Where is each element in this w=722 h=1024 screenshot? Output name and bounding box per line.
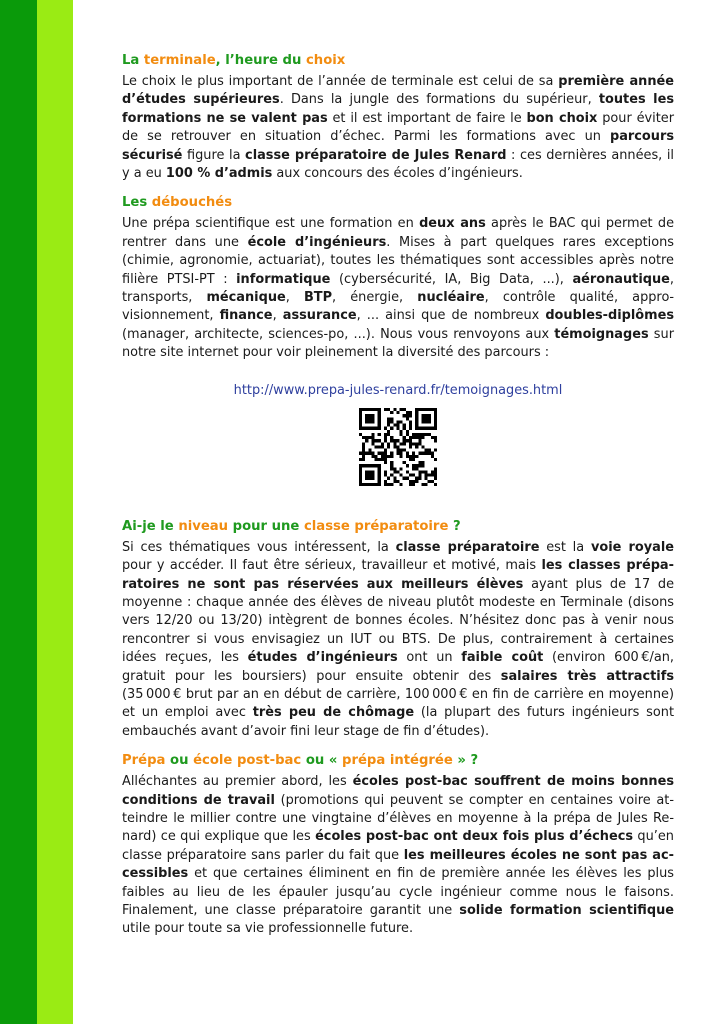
body-text: est la — [539, 539, 591, 555]
body-text: , transports, — [122, 271, 675, 306]
emphasis-text: 100 % d’admis — [165, 166, 273, 182]
body-text: : ces dernières années, il y a eu — [122, 147, 674, 182]
section-body-niveau — [122, 539, 674, 741]
emphasis-text: mécanique — [206, 290, 286, 306]
emphasis-text: doubles-diplômes — [545, 308, 674, 324]
emphasis-text: les classes préparatoires ne sont pas réservées aux meilleurs élèves — [122, 558, 674, 592]
body-text: Une prépa scientifique est une formation en — [122, 216, 420, 232]
body-text: , — [272, 308, 283, 324]
emphasis-text: salaires très attractifs — [500, 668, 674, 684]
body-text: figure la — [182, 147, 246, 163]
body-text: pour y accéder. Il faut être sérieux, travailleur et motivé, mais — [122, 558, 542, 574]
body-text: , ... ainsi que de nombreux — [356, 308, 546, 324]
emphasis-text: faible coût — [461, 650, 544, 666]
emphasis-text: les meilleures écoles ne sont pas accessibles — [122, 847, 674, 882]
emphasis-text: témoignages — [554, 326, 649, 342]
title-text: » ? — [452, 753, 479, 769]
temoignages-link[interactable]: http://www.prepa-jules-renard.fr/temoignages.html — [233, 382, 563, 398]
title-highlight: niveau — [178, 518, 229, 534]
title-highlight: prépa intégrée — [342, 753, 453, 769]
body-text: après le BAC qui permet de rentrer dans une — [122, 216, 674, 250]
emphasis-text: aéronautique — [572, 271, 670, 287]
body-text: , énergie, — [332, 290, 418, 306]
title-highlight: choix — [305, 53, 346, 68]
title-text: ? — [448, 518, 461, 534]
emphasis-text: nucléaire — [417, 290, 485, 306]
emphasis-text: solide formation scientifique — [459, 903, 675, 918]
body-text: Si ces thématiques vous intéressent, la — [122, 539, 396, 555]
body-text: pour éviter de se retrouver en situation d’échec. Parmi les formations avec un — [122, 110, 675, 145]
body-text: , contrôle qualité, approvisionnement, — [122, 290, 674, 324]
emphasis-text: très peu de chômage — [252, 705, 415, 721]
emphasis-text: deux ans — [419, 216, 486, 232]
qr-code-wrapper — [122, 408, 674, 486]
body-text: qu’en classe préparatoire sans parler du fait que — [122, 829, 674, 863]
left-band-light — [37, 0, 73, 1024]
body-text: . Mises à part quelques rares exceptions (chimie, agronomie, actuariat), toutes les thématiques sont accessibles après notre filière PTSI-PT : — [122, 234, 675, 287]
body-text: (promotions qui peuvent se compter en centaines voire atteindre le millier contre une vingtaine d’élèves en moyenne à la prépa de Jules Renard) ce qui explique que les — [122, 792, 674, 845]
emphasis-text: parcours sécurisé — [122, 129, 674, 163]
page-content — [122, 52, 674, 950]
section-title-terminale — [122, 52, 674, 70]
emphasis-text: école d’ingénieurs — [247, 234, 387, 250]
body-text: et il est important de faire le — [327, 110, 527, 126]
section-post-bac — [122, 752, 674, 939]
section-niveau — [122, 518, 674, 741]
title-text: Les — [122, 195, 152, 211]
body-text: (cybersécurité, IA, Big Data, ...), — [330, 271, 573, 287]
body-text: (environ 600 €/an, gratuit pour les boursiers) pour ensuite obtenir des — [122, 650, 675, 684]
emphasis-text: toutes les formations ne se valent pas — [122, 92, 675, 126]
section-title-niveau — [122, 518, 674, 536]
title-text: pour une — [228, 518, 304, 534]
qr-code-icon — [359, 408, 437, 486]
section-title-post-bac — [122, 752, 674, 770]
section-debouches — [122, 194, 674, 362]
emphasis-text: BTP — [303, 290, 333, 306]
left-band-dark — [0, 0, 37, 1024]
section-body-terminale — [122, 73, 674, 183]
title-text: ou « — [301, 753, 343, 769]
emphasis-text: assurance — [282, 308, 357, 324]
title-text: La — [122, 53, 144, 68]
section-body-debouches — [122, 215, 674, 362]
emphasis-text: classe préparatoire — [395, 539, 540, 555]
title-highlight: débouchés — [151, 195, 233, 211]
emphasis-text: écoles post-bac ont deux fois plus d’échecs — [315, 829, 634, 845]
emphasis-text: bon choix — [526, 110, 598, 126]
body-text: Le choix le plus important de l’année de terminale est celui de sa — [122, 74, 559, 89]
emphasis-text: voie royale — [590, 539, 674, 555]
section-title-debouches — [122, 194, 674, 212]
emphasis-text: études d’ingénieurs — [247, 650, 398, 666]
body-text: ayant plus de 17 de moyenne : chaque année des élèves de niveau plutôt modeste en Terminale (disons vers 12/20 ou 13/20) intègrent de bonnes écoles. N’hésitez donc pas à venir nous rencontrer si vous envisagiez un IUT ou BTS. De plus, contrairement à certaines idées reçues, les — [122, 576, 675, 666]
body-text: ont un — [397, 650, 462, 666]
title-highlight: terminale — [143, 53, 216, 68]
title-highlight: classe préparatoire — [303, 518, 449, 534]
body-text: , — [285, 290, 304, 306]
emphasis-text: classe préparatoire de Jules Renard — [245, 147, 507, 163]
body-text: (35 000 € brut par an en début de carrière, 100 000 € en fin de carrière en moyenne) et un emploi avec — [122, 686, 674, 721]
title-text: , l’heure du — [215, 53, 306, 68]
emphasis-text: informatique — [236, 271, 331, 287]
title-highlight: école post-bac — [193, 753, 302, 769]
title-text: ou — [165, 753, 194, 769]
body-text: sur notre site internet pour voir pleinement la diversité des parcours : — [122, 326, 674, 361]
link-row — [122, 383, 674, 398]
body-text: (la plupart des futurs ingénieurs sont embauchés avant d’avoir fini leur stage de fin d’études). — [122, 705, 675, 739]
body-text: aux concours des écoles d’ingénieurs. — [272, 166, 523, 182]
body-text: (manager, architecte, sciences-po, ...). Nous vous renvoyons aux — [122, 326, 555, 342]
title-text: Ai-je le — [122, 518, 179, 534]
emphasis-text: écoles post-bac souffrent de moins bonnes conditions de travail — [122, 774, 674, 808]
body-text: utile pour toute sa vie professionnelle future. — [122, 921, 414, 937]
section-terminale — [122, 52, 674, 183]
section-body-post-bac — [122, 773, 674, 939]
body-text: . Dans la jungle des formations du supérieur, — [279, 92, 599, 108]
emphasis-text: finance — [219, 308, 273, 324]
body-text: et que certaines éliminent en fin de première année les élèves les plus faibles au lieu de les épauler jusqu’au cycle ingénieur comme nous le faisons. Finalement, une classe préparatoire garantit une — [122, 866, 674, 918]
title-highlight: Prépa — [122, 753, 166, 769]
emphasis-text: première année d’études supérieures — [122, 74, 675, 108]
body-text: Alléchantes au premier abord, les — [122, 774, 353, 790]
